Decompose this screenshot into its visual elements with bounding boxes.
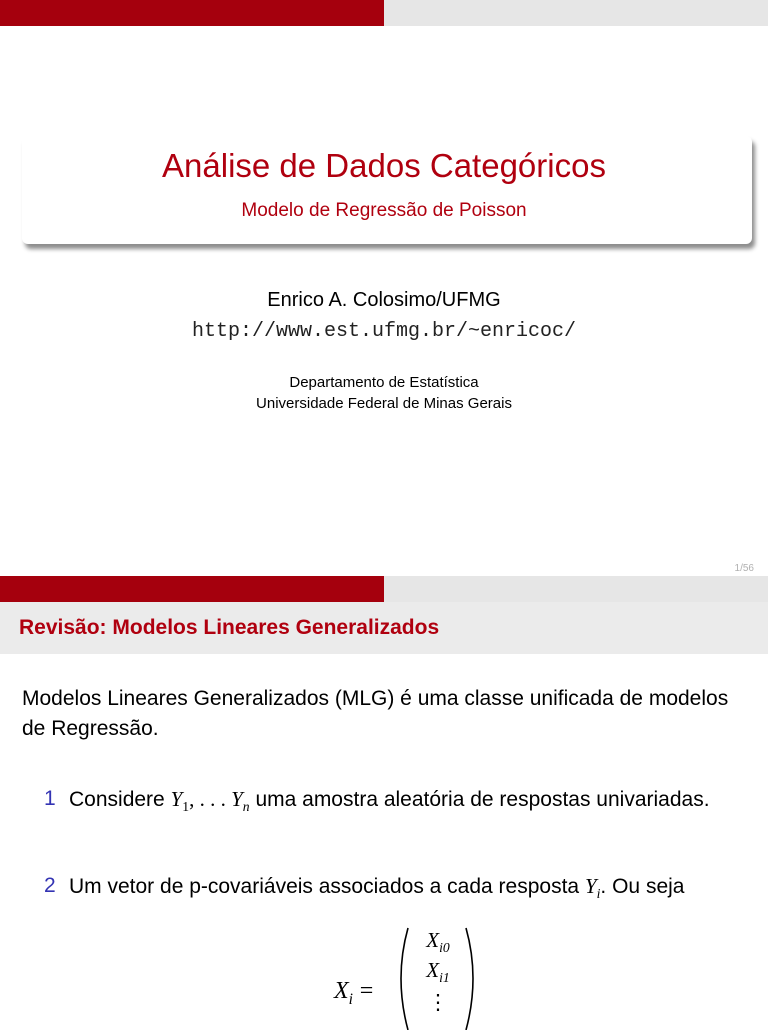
math-expression: $Y_i$ — [584, 874, 601, 902]
top-header-bar — [0, 0, 768, 26]
header-bar-gray — [384, 576, 768, 602]
header-bar-red — [0, 0, 384, 26]
author-url[interactable]: http://www.est.ufmg.br/~enricoc/ — [191, 320, 577, 343]
page-number: 1/56 — [734, 563, 754, 574]
vector-row-dots: ⋮ — [427, 991, 449, 1014]
vector-lhs: $X_i$ = — [334, 978, 374, 1008]
list-item-text: Considere $Y_1$, . . . $Y_n$ uma amostra aleatória de respostas univariadas. — [69, 787, 710, 815]
covariate-vector — [330, 922, 490, 1032]
right-parenthesis — [462, 926, 482, 1030]
vector-row-0: $X_{i0}$ — [426, 928, 450, 956]
presentation-subtitle: Modelo de Regressão de Poisson — [241, 200, 527, 221]
math-expression: $Y_1$, . . . $Y_n$ — [170, 787, 250, 815]
header-bar-red — [0, 576, 384, 602]
presentation-title: Análise de Dados Categóricos — [162, 147, 606, 184]
frame-title: Revisão: Modelos Lineares Generalizados — [19, 616, 440, 639]
list-item-number: 1 — [44, 787, 56, 810]
author-name: Enrico A. Colosimo/UFMG — [267, 289, 501, 311]
left-parenthesis — [392, 926, 412, 1030]
slide2-header-bar — [0, 576, 768, 602]
department: Departamento de Estatística — [289, 374, 479, 391]
list-item-number: 2 — [44, 874, 56, 897]
header-bar-gray — [384, 0, 768, 26]
vector-row-1: $X_{i1}$ — [426, 958, 450, 986]
list-item-text: Um vetor de p-covariáveis associados a cada resposta $Y_i$. Ou seja — [69, 874, 685, 902]
university: Universidade Federal de Minas Gerais — [256, 395, 512, 412]
intro-paragraph: Modelos Lineares Generalizados (MLG) é uma classe unificada de modelos de Regressão. — [22, 687, 729, 740]
